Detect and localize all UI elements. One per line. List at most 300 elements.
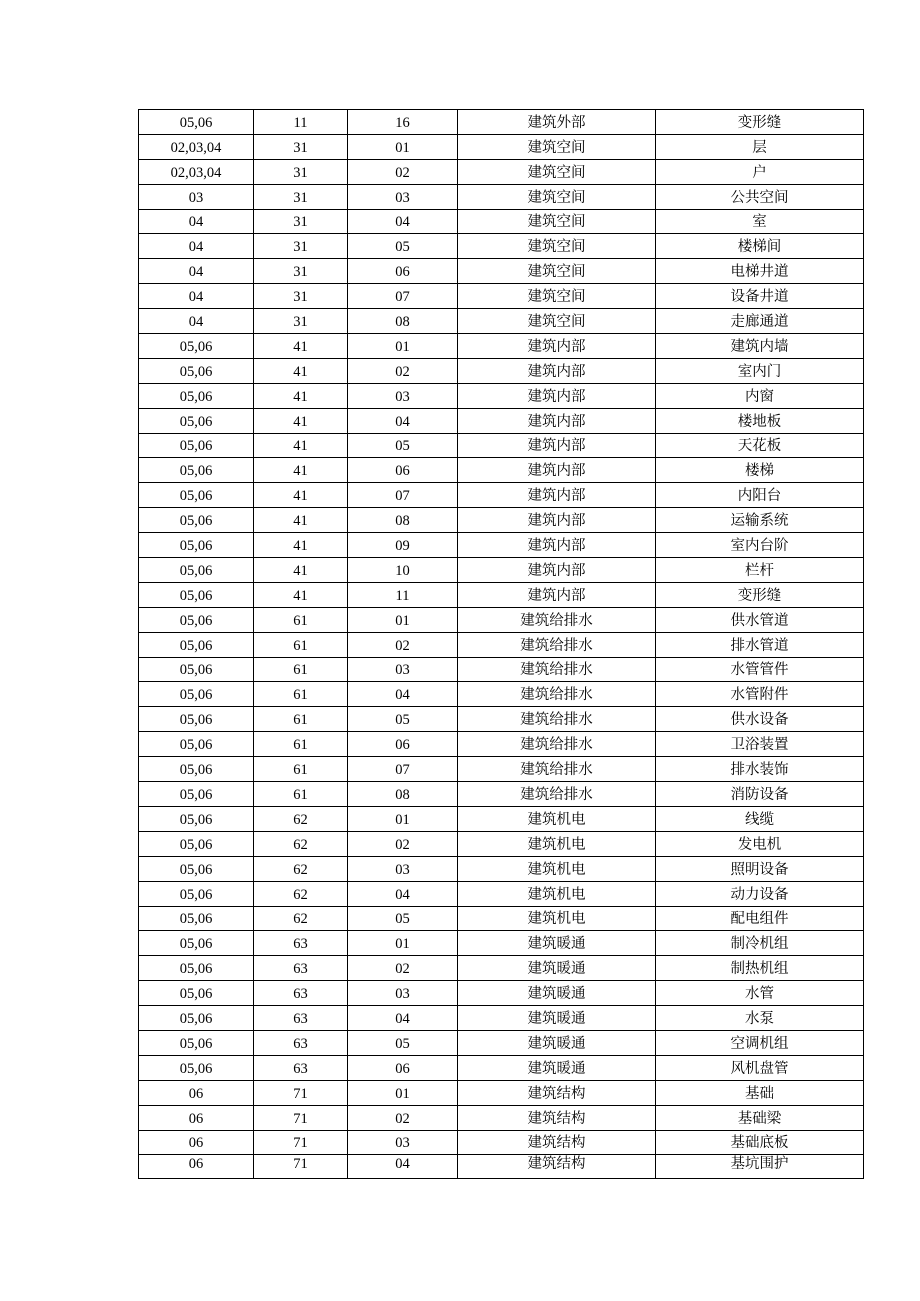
cell-text: 05,06 [179, 762, 213, 779]
cell-minor-code [348, 682, 458, 707]
table-row [139, 110, 864, 135]
cell-text: 01 [395, 338, 410, 355]
cell-minor-code [348, 1080, 458, 1105]
cell-text: 供水管道 [730, 612, 789, 629]
cell-text: 基础梁 [737, 1110, 782, 1127]
cell-major-code [254, 1006, 348, 1031]
cell-minor-code [348, 956, 458, 981]
cell-text: 01 [395, 612, 410, 629]
cell-text: 06 [188, 1156, 204, 1173]
cell-text: 05,06 [179, 1060, 213, 1077]
cell-item [656, 657, 864, 682]
cell-text: 室 [752, 214, 767, 231]
cell-text: 建筑内部 [527, 513, 586, 530]
cell-text: 水管 [745, 986, 774, 1003]
cell-text: 71 [293, 1135, 308, 1152]
cell-item [656, 533, 864, 558]
cell-item [656, 607, 864, 632]
cell-level-code [139, 1130, 254, 1155]
table-row [139, 383, 864, 408]
cell-level-code [139, 732, 254, 757]
cell-text: 04 [395, 1010, 410, 1027]
cell-major-code [254, 184, 348, 209]
cell-text: 空调机组 [730, 1035, 789, 1052]
cell-text: 建筑机电 [527, 861, 586, 878]
cell-text: 61 [293, 662, 308, 679]
cell-major-code [254, 458, 348, 483]
cell-text: 排水装饰 [730, 762, 789, 779]
cell-minor-code [348, 1006, 458, 1031]
table-row [139, 931, 864, 956]
cell-text: 室内门 [737, 363, 782, 380]
cell-category [458, 682, 656, 707]
cell-text: 建筑内部 [527, 438, 586, 455]
table-row [139, 856, 864, 881]
cell-item [656, 1105, 864, 1130]
cell-item [656, 110, 864, 135]
cell-text: 建筑给排水 [520, 662, 593, 679]
cell-text: 02 [395, 1110, 410, 1127]
cell-text: 41 [293, 538, 308, 555]
cell-text: 动力设备 [730, 886, 789, 903]
cell-item [656, 732, 864, 757]
cell-text: 05 [395, 239, 410, 256]
cell-major-code [254, 906, 348, 931]
cell-level-code [139, 184, 254, 209]
cell-item [656, 881, 864, 906]
cell-text: 63 [293, 936, 308, 953]
cell-text: 内阳台 [737, 488, 782, 505]
cell-category [458, 806, 656, 831]
cell-minor-code [348, 881, 458, 906]
table-row [139, 806, 864, 831]
cell-major-code [254, 134, 348, 159]
table-row [139, 582, 864, 607]
cell-category [458, 956, 656, 981]
cell-major-code [254, 782, 348, 807]
cell-text: 建筑内部 [527, 413, 586, 430]
cell-text: 03 [395, 1135, 410, 1152]
cell-minor-code [348, 134, 458, 159]
cell-text: 61 [293, 786, 308, 803]
cell-level-code [139, 856, 254, 881]
cell-text: 变形缝 [737, 587, 782, 604]
cell-text: 05,06 [179, 463, 213, 480]
cell-category [458, 159, 656, 184]
cell-text: 线缆 [745, 811, 774, 828]
cell-text: 05,06 [179, 488, 213, 505]
cell-level-code [139, 533, 254, 558]
cell-text: 建筑给排水 [520, 712, 593, 729]
cell-text: 照明设备 [730, 861, 789, 878]
cell-major-code [254, 956, 348, 981]
cell-minor-code [348, 782, 458, 807]
cell-minor-code [348, 408, 458, 433]
cell-level-code [139, 458, 254, 483]
cell-level-code [139, 383, 254, 408]
cell-text: 61 [293, 737, 308, 754]
cell-category [458, 607, 656, 632]
cell-text: 建筑机电 [527, 886, 586, 903]
cell-text: 建筑机电 [527, 811, 586, 828]
cell-major-code [254, 533, 348, 558]
cell-minor-code [348, 558, 458, 583]
cell-text: 05 [395, 911, 410, 928]
cell-text: 制冷机组 [730, 936, 789, 953]
cell-major-code [254, 732, 348, 757]
cell-text: 41 [293, 388, 308, 405]
cell-minor-code [348, 159, 458, 184]
cell-minor-code [348, 433, 458, 458]
cell-text: 供水设备 [730, 712, 789, 729]
cell-major-code [254, 1155, 348, 1179]
cell-category [458, 1080, 656, 1105]
cell-text: 基础底板 [730, 1135, 789, 1152]
cell-text: 05,06 [179, 786, 213, 803]
table-row [139, 508, 864, 533]
cell-text: 31 [293, 164, 308, 181]
cell-text: 02,03,04 [170, 164, 222, 181]
cell-minor-code [348, 1105, 458, 1130]
cell-level-code [139, 408, 254, 433]
cell-text: 05 [395, 1035, 410, 1052]
cell-category [458, 234, 656, 259]
cell-text: 建筑空间 [527, 239, 586, 256]
cell-item [656, 707, 864, 732]
cell-text: 63 [293, 1035, 308, 1052]
cell-category [458, 831, 656, 856]
cell-level-code [139, 134, 254, 159]
cell-text: 建筑外部 [527, 114, 586, 131]
cell-major-code [254, 209, 348, 234]
cell-minor-code [348, 732, 458, 757]
cell-text: 建筑空间 [527, 164, 586, 181]
cell-item [656, 259, 864, 284]
cell-text: 06 [395, 264, 410, 281]
cell-text: 建筑结构 [527, 1156, 586, 1173]
cell-text: 建筑结构 [527, 1135, 586, 1152]
cell-category [458, 757, 656, 782]
cell-text: 03 [395, 388, 410, 405]
cell-major-code [254, 508, 348, 533]
cell-text: 02 [395, 164, 410, 181]
cell-item [656, 981, 864, 1006]
cell-category [458, 209, 656, 234]
cell-level-code [139, 558, 254, 583]
cell-major-code [254, 1130, 348, 1155]
cell-item [656, 906, 864, 931]
cell-item [656, 234, 864, 259]
cell-text: 配电组件 [730, 911, 789, 928]
cell-level-code [139, 582, 254, 607]
cell-text: 07 [395, 762, 410, 779]
cell-text: 建筑空间 [527, 214, 586, 231]
cell-major-code [254, 1080, 348, 1105]
table-row [139, 831, 864, 856]
cell-minor-code [348, 234, 458, 259]
cell-text: 01 [395, 139, 410, 156]
cell-text: 04 [395, 1156, 410, 1173]
cell-text: 41 [293, 338, 308, 355]
cell-minor-code [348, 209, 458, 234]
cell-text: 建筑内部 [527, 363, 586, 380]
cell-item [656, 184, 864, 209]
cell-text: 02 [395, 961, 410, 978]
cell-item [656, 483, 864, 508]
cell-level-code [139, 358, 254, 383]
cell-text: 变形缝 [737, 114, 782, 131]
cell-major-code [254, 383, 348, 408]
cell-text: 层 [752, 139, 767, 156]
cell-text: 62 [293, 836, 308, 853]
cell-text: 62 [293, 911, 308, 928]
cell-level-code [139, 159, 254, 184]
cell-text: 天花板 [737, 438, 782, 455]
cell-major-code [254, 433, 348, 458]
table-row [139, 607, 864, 632]
cell-category [458, 1130, 656, 1155]
cell-text: 41 [293, 413, 308, 430]
cell-text: 05,06 [179, 936, 213, 953]
cell-item [656, 682, 864, 707]
table-row [139, 657, 864, 682]
cell-category [458, 433, 656, 458]
cell-level-code [139, 334, 254, 359]
cell-text: 01 [395, 811, 410, 828]
cell-text: 02 [395, 836, 410, 853]
table-row [139, 757, 864, 782]
cell-text: 走廊通道 [730, 314, 789, 331]
cell-category [458, 508, 656, 533]
cell-text: 41 [293, 587, 308, 604]
cell-minor-code [348, 1030, 458, 1055]
cell-text: 05,06 [179, 986, 213, 1003]
cell-text: 07 [395, 289, 410, 306]
cell-text: 03 [395, 861, 410, 878]
cell-text: 05,06 [179, 911, 213, 928]
cell-item [656, 309, 864, 334]
cell-text: 41 [293, 363, 308, 380]
table-row [139, 458, 864, 483]
cell-text: 11 [293, 114, 308, 131]
cell-text: 05,06 [179, 886, 213, 903]
cell-text: 04 [395, 687, 410, 704]
cell-text: 建筑内部 [527, 587, 586, 604]
cell-category [458, 284, 656, 309]
cell-text: 04 [188, 289, 204, 306]
cell-text: 08 [395, 314, 410, 331]
cell-minor-code [348, 931, 458, 956]
cell-text: 31 [293, 289, 308, 306]
cell-item [656, 1055, 864, 1080]
cell-major-code [254, 831, 348, 856]
cell-text: 建筑内部 [527, 388, 586, 405]
cell-text: 41 [293, 562, 308, 579]
cell-text: 05,06 [179, 438, 213, 455]
cell-minor-code [348, 906, 458, 931]
cell-minor-code [348, 334, 458, 359]
cell-text: 41 [293, 438, 308, 455]
cell-item [656, 931, 864, 956]
cell-text: 风机盘管 [730, 1060, 789, 1077]
cell-item [656, 582, 864, 607]
cell-minor-code [348, 1130, 458, 1155]
cell-minor-code [348, 458, 458, 483]
cell-text: 05,06 [179, 1010, 213, 1027]
cell-text: 消防设备 [730, 786, 789, 803]
cell-text: 栏杆 [745, 562, 774, 579]
cell-major-code [254, 582, 348, 607]
cell-level-code [139, 309, 254, 334]
cell-text: 01 [395, 936, 410, 953]
cell-text: 63 [293, 961, 308, 978]
cell-item [656, 1030, 864, 1055]
cell-major-code [254, 707, 348, 732]
cell-text: 71 [293, 1156, 308, 1173]
cell-level-code [139, 632, 254, 657]
cell-item [656, 806, 864, 831]
cell-major-code [254, 856, 348, 881]
table-row [139, 956, 864, 981]
cell-text: 建筑暖通 [527, 936, 586, 953]
cell-item [656, 209, 864, 234]
cell-text: 建筑给排水 [520, 737, 593, 754]
cell-text: 08 [395, 513, 410, 530]
table-row [139, 159, 864, 184]
cell-text: 建筑空间 [527, 189, 586, 206]
cell-text: 05,06 [179, 612, 213, 629]
cell-text: 05,06 [179, 562, 213, 579]
cell-level-code [139, 806, 254, 831]
table-row [139, 134, 864, 159]
cell-category [458, 458, 656, 483]
cell-category [458, 582, 656, 607]
cell-major-code [254, 358, 348, 383]
cell-text: 05,06 [179, 836, 213, 853]
cell-major-code [254, 757, 348, 782]
cell-text: 06 [188, 1110, 204, 1127]
cell-text: 建筑机电 [527, 911, 586, 928]
cell-text: 04 [395, 886, 410, 903]
cell-level-code [139, 483, 254, 508]
cell-text: 室内台阶 [730, 538, 789, 555]
cell-major-code [254, 682, 348, 707]
cell-item [656, 782, 864, 807]
cell-level-code [139, 831, 254, 856]
cell-text: 建筑内部 [527, 338, 586, 355]
cell-text: 04 [188, 214, 204, 231]
cell-minor-code [348, 707, 458, 732]
cell-text: 05,06 [179, 363, 213, 380]
cell-text: 排水管道 [730, 637, 789, 654]
table-row [139, 1080, 864, 1105]
cell-item [656, 358, 864, 383]
cell-minor-code [348, 259, 458, 284]
cell-major-code [254, 259, 348, 284]
cell-major-code [254, 1105, 348, 1130]
cell-major-code [254, 558, 348, 583]
cell-minor-code [348, 831, 458, 856]
cell-major-code [254, 981, 348, 1006]
cell-text: 61 [293, 687, 308, 704]
cell-major-code [254, 309, 348, 334]
cell-text: 建筑机电 [527, 836, 586, 853]
cell-text: 建筑内部 [527, 463, 586, 480]
cell-level-code [139, 782, 254, 807]
cell-text: 31 [293, 189, 308, 206]
cell-text: 10 [395, 562, 410, 579]
cell-text: 31 [293, 314, 308, 331]
cell-item [656, 508, 864, 533]
cell-text: 建筑内部 [527, 538, 586, 555]
cell-text: 建筑内墙 [730, 338, 789, 355]
cell-text: 电梯井道 [730, 264, 789, 281]
cell-item [656, 334, 864, 359]
table-row [139, 707, 864, 732]
cell-category [458, 408, 656, 433]
cell-minor-code [348, 582, 458, 607]
cell-item [656, 383, 864, 408]
cell-level-code [139, 234, 254, 259]
cell-major-code [254, 408, 348, 433]
cell-text: 建筑结构 [527, 1085, 586, 1102]
cell-item [656, 284, 864, 309]
cell-major-code [254, 284, 348, 309]
cell-category [458, 134, 656, 159]
cell-minor-code [348, 508, 458, 533]
cell-minor-code [348, 806, 458, 831]
cell-text: 楼梯 [745, 463, 774, 480]
cell-text: 05,06 [179, 712, 213, 729]
cell-category [458, 782, 656, 807]
cell-text: 建筑空间 [527, 264, 586, 281]
table-row [139, 881, 864, 906]
cell-minor-code [348, 1155, 458, 1179]
table-row [139, 906, 864, 931]
table-row [139, 483, 864, 508]
classification-code-table [138, 109, 864, 1179]
cell-minor-code [348, 856, 458, 881]
cell-category [458, 334, 656, 359]
table-row [139, 284, 864, 309]
cell-text: 62 [293, 886, 308, 903]
cell-level-code [139, 1006, 254, 1031]
cell-text: 05,06 [179, 861, 213, 878]
cell-text: 建筑暖通 [527, 986, 586, 1003]
cell-category [458, 533, 656, 558]
cell-text: 31 [293, 264, 308, 281]
cell-minor-code [348, 483, 458, 508]
cell-text: 06 [188, 1135, 204, 1152]
cell-text: 建筑暖通 [527, 1035, 586, 1052]
cell-major-code [254, 1030, 348, 1055]
cell-major-code [254, 110, 348, 135]
table-row [139, 334, 864, 359]
cell-text: 建筑空间 [527, 289, 586, 306]
cell-level-code [139, 607, 254, 632]
cell-level-code [139, 657, 254, 682]
cell-category [458, 931, 656, 956]
cell-text: 建筑给排水 [520, 762, 593, 779]
cell-category [458, 1105, 656, 1130]
cell-text: 05,06 [179, 114, 213, 131]
cell-text: 63 [293, 986, 308, 1003]
cell-item [656, 458, 864, 483]
cell-text: 04 [188, 264, 204, 281]
table-row [139, 234, 864, 259]
cell-category [458, 483, 656, 508]
table-row [139, 1006, 864, 1031]
